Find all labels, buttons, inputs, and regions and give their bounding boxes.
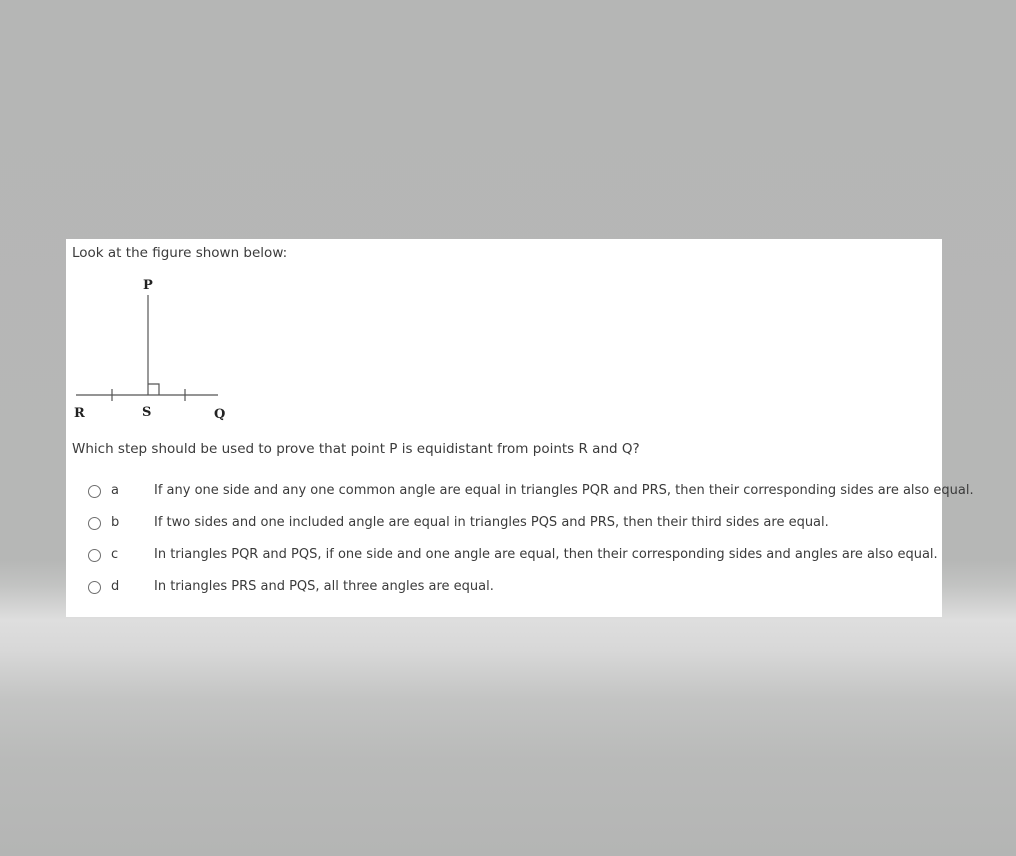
option-letter-a: a: [111, 483, 119, 498]
label-q: Q: [214, 407, 226, 422]
radio-button-b[interactable]: [88, 517, 101, 530]
option-letter-b: b: [111, 515, 120, 530]
option-b[interactable]: [66, 510, 942, 542]
option-d[interactable]: [66, 574, 942, 606]
question-prompt: Which step should be used to prove that point P is equidistant from points R and Q?: [72, 441, 640, 457]
option-text-d[interactable]: In triangles PRS and PQS, all three angles are equal.: [154, 579, 494, 594]
option-text-b[interactable]: If two sides and one included angle are equal in triangles PQS and PRS, then their third sides are equal.: [154, 515, 829, 530]
radio-button-a[interactable]: [88, 485, 101, 498]
label-r: R: [74, 406, 85, 421]
geometry-figure: [72, 275, 242, 425]
figure-svg: [72, 275, 242, 425]
right-angle-marker: [148, 384, 159, 395]
option-letter-c: c: [111, 547, 119, 562]
option-c[interactable]: [66, 542, 942, 574]
option-text-c[interactable]: In triangles PQR and PQS, if one side and one angle are equal, then their corresponding sides and angles are also equal.: [154, 547, 938, 562]
label-p: P: [143, 278, 153, 293]
option-a[interactable]: [66, 478, 974, 510]
option-text-a[interactable]: If any one side and any one common angle are equal in triangles PQR and PRS, then their corresponding sides are also equal.: [154, 483, 974, 498]
radio-button-c[interactable]: [88, 549, 101, 562]
question-card: [66, 239, 974, 617]
answer-options: [66, 478, 974, 606]
radio-button-d[interactable]: [88, 581, 101, 594]
label-s: S: [142, 405, 152, 420]
question-intro: Look at the figure shown below:: [72, 245, 288, 261]
option-letter-d: d: [111, 579, 120, 594]
